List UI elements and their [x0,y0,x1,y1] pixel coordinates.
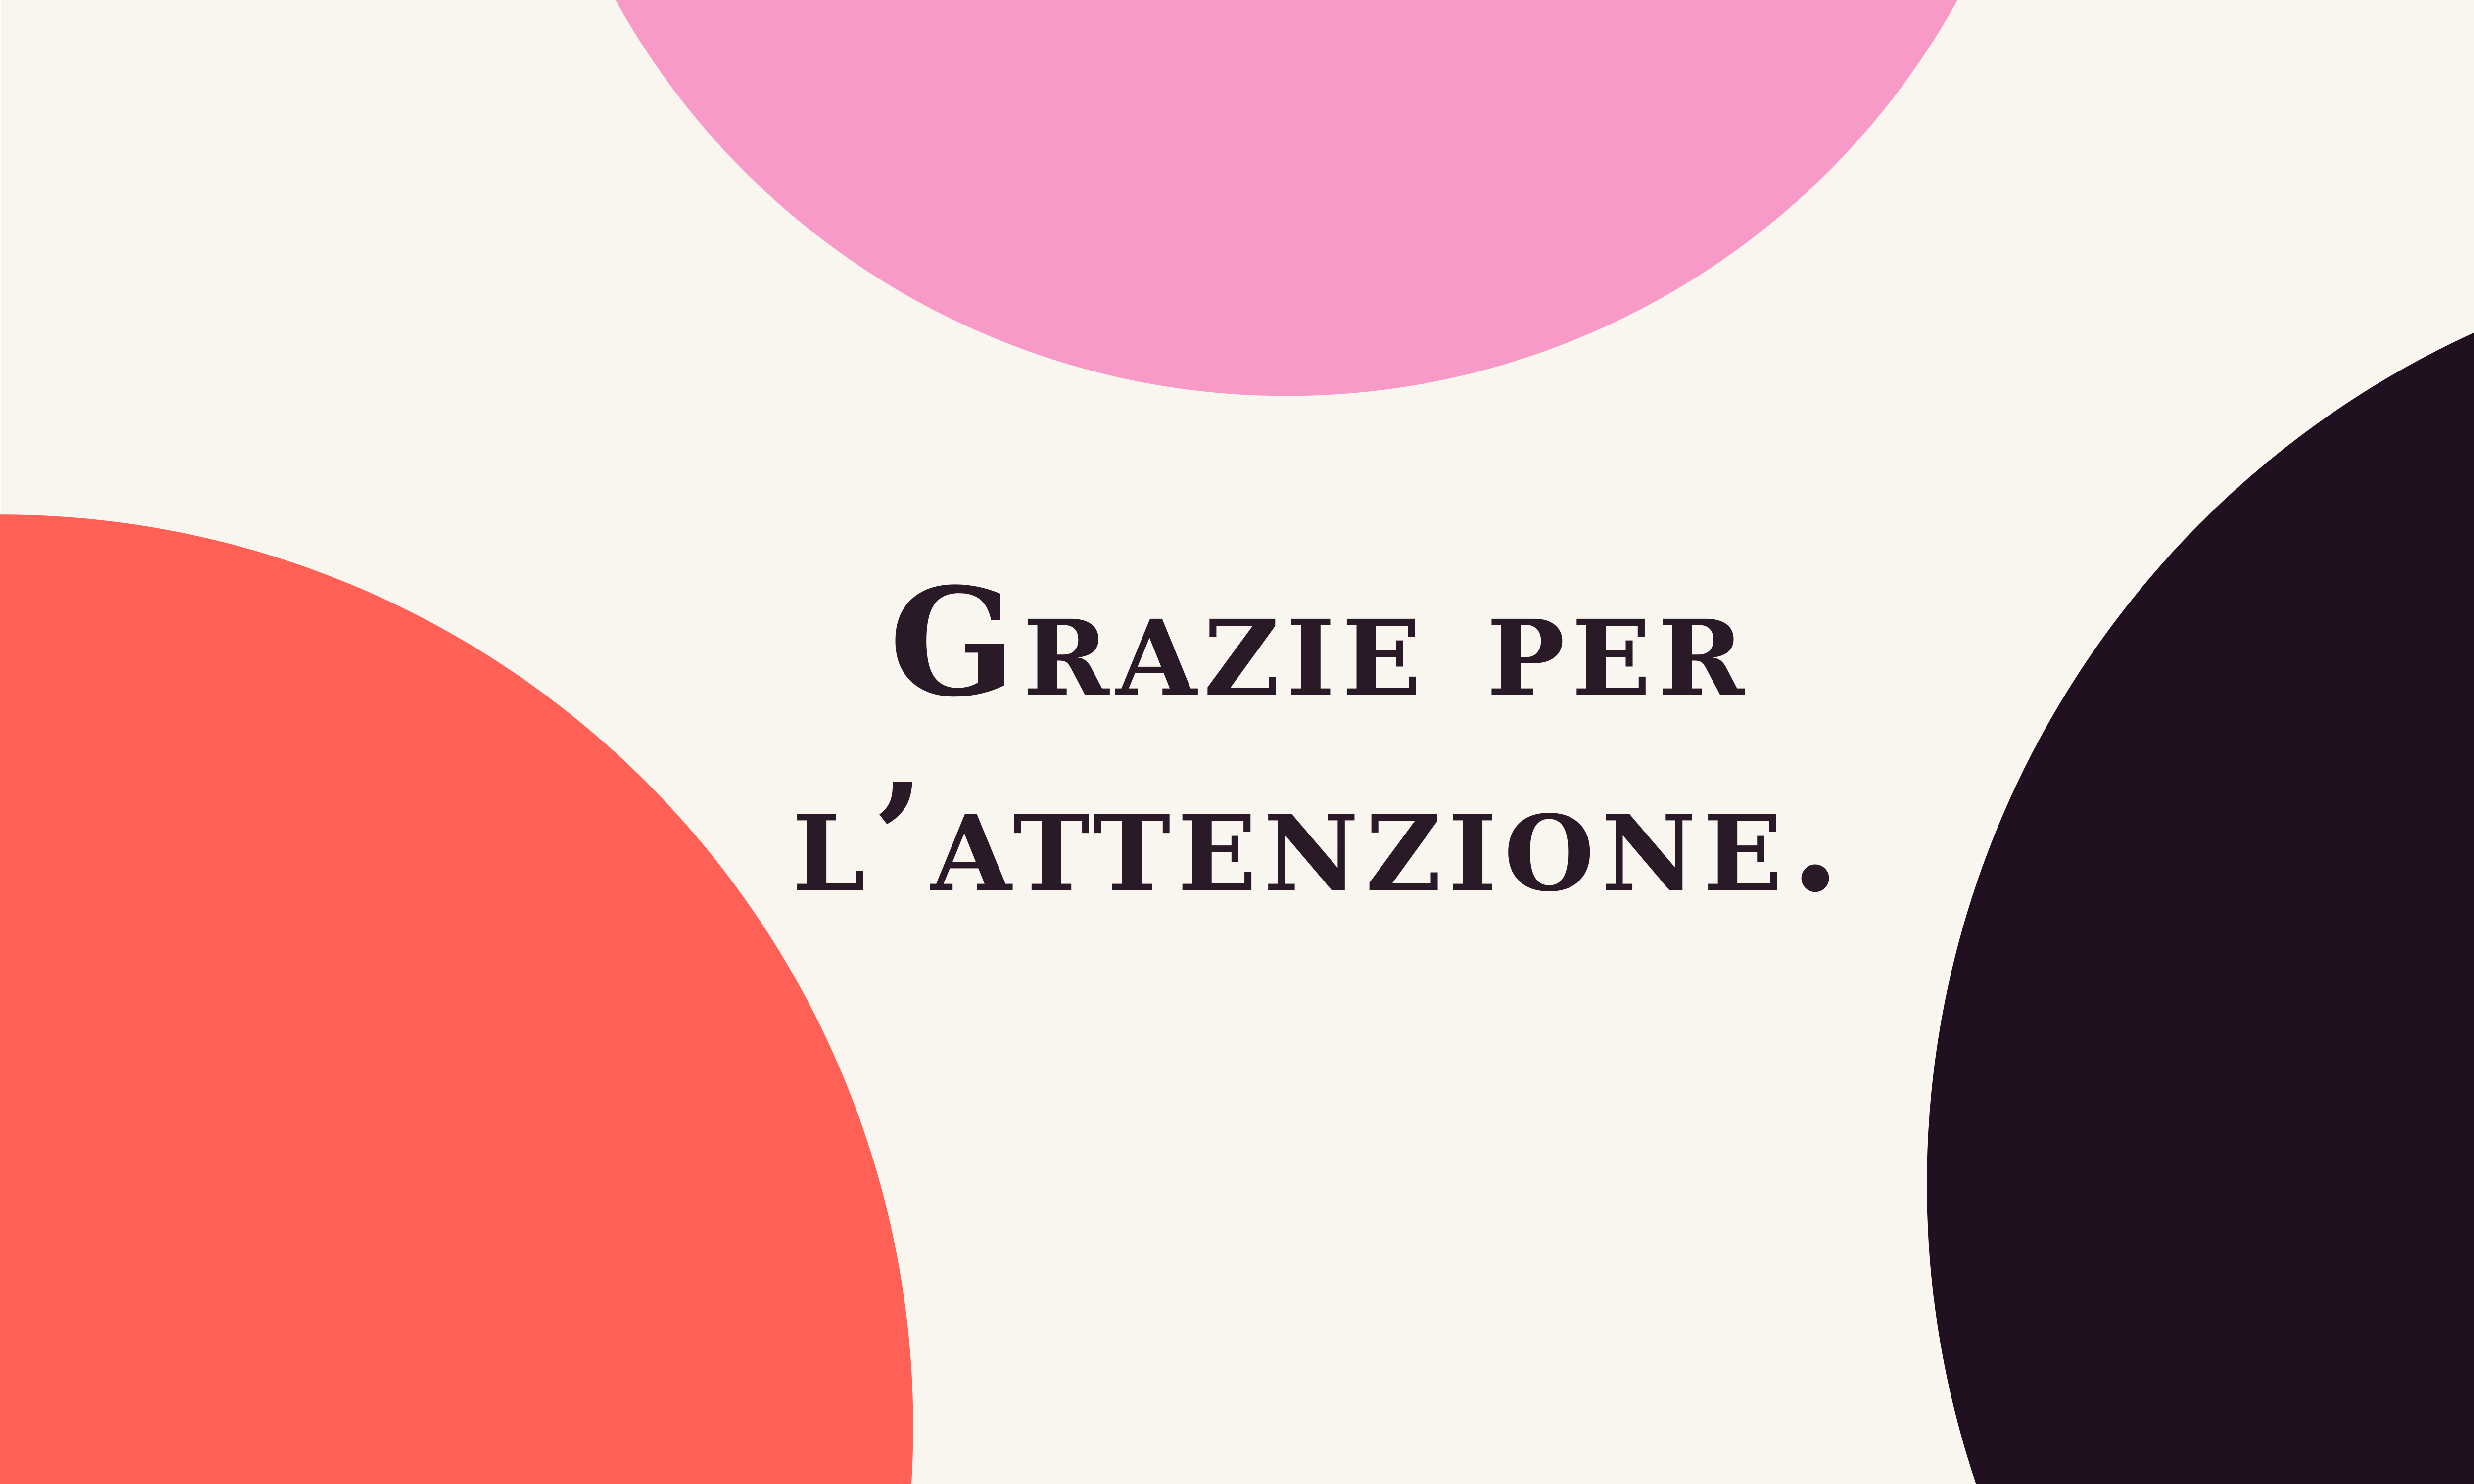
title-line-1: Grazie per [889,555,1752,730]
thank-you-title [0,545,2474,935]
title-line-2: l’attenzione. [792,750,1848,925]
